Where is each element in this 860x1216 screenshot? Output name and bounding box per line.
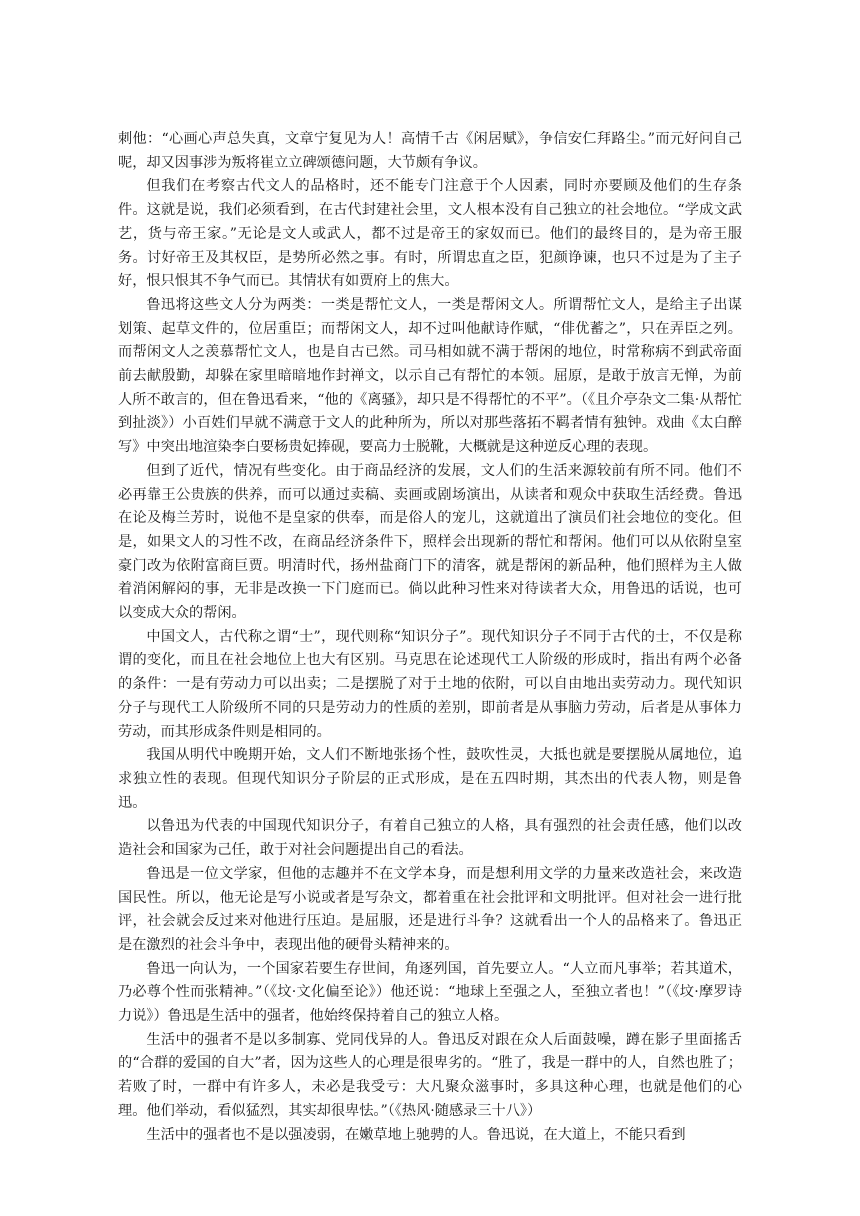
paragraph: 但我们在考察古代文人的品格时，还不能专门注意于个人因素，同时亦要顾及他们的生存条件。这就是说，我们必须看到，在古代封建社会里，文人根本没有自己独立的社会地位。“学成文武艺，货与帝王家。”无论是文人或武人，都不过是帝王的家奴而已。他们的最终目的，是为帝王服务。讨好帝王及其权臣，是势所必然之事。有时，所谓忠直之臣，犯颜诤谏，也只不过是为了主子好，恨只恨其不争气而已。其情状有如贾府上的焦大。	[118, 178, 742, 290]
paragraph: 我国从明代中晚期开始，文人们不断地张扬个性，鼓吹性灵，大抵也就是要摆脱从属地位，追求独立性的表现。但现代知识分子阶层的正式形成，是在五四时期，其杰出的代表人物，则是鲁迅。	[118, 747, 742, 811]
paragraph: 刺他：“心画心声总失真，文章宁复见为人！高情千古《闲居赋》，争信安仁拜路尘。”而元好问自己呢，却又因事涉为叛将崔立立碑颂德问题，大节颇有争议。	[118, 131, 742, 171]
paragraph: 生活中的强者也不是以强凌弱，在嫩草地上驰骋的人。鲁迅说，在大道上，不能只看到	[146, 1126, 686, 1143]
paragraph: 中国文人，古代称之谓“士”，现代则称“知识分子”。现代知识分子不同于古代的士，不仅是称谓的变化，而且在社会地位上也大有区别。马克思在论述现代工人阶级的形成时，指出有两个必备的条件：一是有劳动力可以出卖；二是摆脱了对于土地的依附，可以自由地出卖劳动力。现代知识分子与现代工人阶级所不同的只是劳动力的性质的差别，即前者是从事脑力劳动，后者是从事体力劳动，而其形成条件则是相同的。	[118, 628, 742, 740]
paragraph: 生活中的强者不是以多制寡、党同伐异的人。鲁迅反对跟在众人后面鼓噪，蹲在影子里面搖舌的“合群的爱国的自大”者，因为这些人的心理是很卑劣的。“胜了，我是一群中的人，自然也胜了；若败了时，一群中有许多人，未必是我受亏：大凡聚众滋事时，多具这种心理，也就是他们的心理。他们举动，看似猛烈，其实却很卑怯。”（《热风·随感录三十八》）	[118, 1031, 742, 1119]
paragraph: 以鲁迅为代表的中国现代知识分子，有着自己独立的人格，具有强烈的社会责任感，他们以改造社会和国家为己任，敢于对社会问题提出自己的看法。	[118, 818, 742, 859]
paragraph: 鲁迅将这些文人分为两类：一类是帮忙文人，一类是帮闲文人。所谓帮忙文人，是给主子出谋划策、起草文件的，位居重臣；而帮闲文人，却不过叫他献诗作赋，“俳优蓄之”，只在弄臣之列。而帮闲文人之羡慕帮忙文人，也是自古已然。司马相如就不满于帮闲的地位，时常称病不到武帝面前去献殷勤，却躲在家里暗暗地作封禅文，以示自己有帮忙的本领。屈原，是敢于放言无惮，为前人所不敢言的，但在鲁迅看来，“他的《离骚》，却只是不得帮忙的不平”。（《且介亭杂文二集·从帮忙到扯淡》）小百姓们早就不满意于文人的此种所为，所以对那些落拓不羁者情有独钟。戏曲《太白醉写》中突出地渲染李白要杨贵妃捧砚，要高力士脱靴，大概就是这种逆反心理的表现。	[118, 296, 742, 456]
document-body	[118, 128, 742, 1147]
paragraph: 鲁迅是一位文学家，但他的志趣并不在文学本身，而是想利用文学的力量来改造社会，来改造国民性。所以，他无论是写小说或者是写杂文，都着重在社会批评和文明批评。但对社会一进行批评，社会就会反过来对他进行压迫。是屈服，还是进行斗争？这就看出一个人的品格来了。鲁迅正是在激烈的社会斗争中，表现出他的硬骨头精神来的。	[118, 865, 742, 953]
paragraph: 但到了近代，情况有些变化。由于商品经济的发展，文人们的生活来源较前有所不同。他们不必再靠王公贵族的供养，而可以通过卖稿、卖画或剧场演出，从读者和观众中获取生活经费。鲁迅在论及梅兰芳时，说他不是皇家的供奉，而是俗人的宠儿，这就道出了演员们社会地位的变化。但是，如果文人的习性不改，在商品经济条件下，照样会出现新的帮忙和帮闲。他们可以从依附皇室豪门改为依附富商巨贾。明清时代，扬州盐商门下的清客，就是帮闲的新品种，他们照样为主人做着消闲解闷的事，无非是改换一下门庭而已。倘以此种习性来对待读者大众，用鲁迅的话说，也可以变成大众的帮闲。	[118, 462, 742, 622]
paragraph: 鲁迅一向认为，一个国家若要生存世间，角逐列国，首先要立人。“人立而凡事举；若其道术，乃必尊个性而张精神。”（《坟·文化偏至论》）他还说：“地球上至强之人，至独立者也！”（《坟·摩罗诗力说》）鲁迅是生活中的强者，他始终保持着自己的独立人格。	[118, 960, 742, 1025]
